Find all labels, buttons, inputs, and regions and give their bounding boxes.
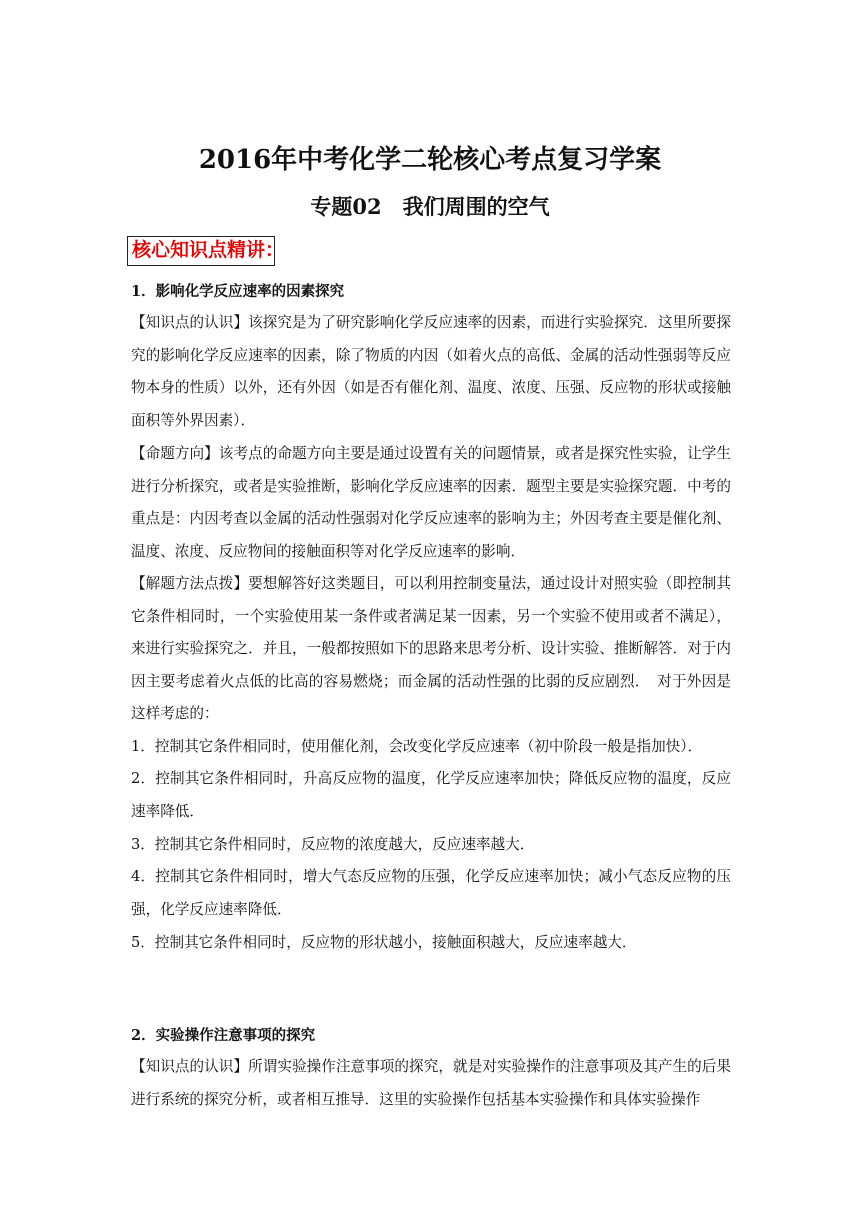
section-1-paragraph-direction: 【命题方向】该考点的命题方向主要是通过设置有关的问题情景，或者是探究性实验，让学生进行分析探究，或者是实验推断，影响化学反应速率的因素．题型主要是实验探究题．中考的重点是：内因考查以金属的活动性强弱对化学反应速率的影响为主；外因考查主要是催化剂、温度、浓度、反应物间的接触面积等对化学反应速率的影响． (131, 445, 731, 560)
list-item: 1．控制其它条件相同时，使用催化剂，会改变化学反应速率（初中阶段一般是指加快）． (131, 738, 703, 755)
section-1-paragraph-method: 【解题方法点拨】要想解答好这类题目，可以利用控制变量法，通过设计对照实验（即控制其它条件相同时，一个实验使用某一条件或者满足某一因素，另一个实验不使用或者不满足），来进行实验探究之．并且，一般都按照如下的思路来思考分析、设计实验、推断解答．对于内因主要考虑着火点低的比高的容易燃烧；而金属的活动性强的比弱的反应剧烈． 对于外因是这样考虑的： (131, 575, 731, 723)
list-item: 4．控制其它条件相同时，增大气态反应物的压强，化学反应速率加快；减小气态反应物的压强，化学反应速率降低． (131, 868, 731, 918)
document-subtitle: 专题02 我们周围的空气 (310, 194, 550, 219)
document-title: 2016年中考化学二轮核心考点复习学案 (198, 145, 662, 175)
section-label-box: 核心知识点精讲： (127, 236, 275, 266)
list-item: 5．控制其它条件相同时，反应物的形状越小，接触面积越大，反应速率越大． (131, 934, 637, 951)
list-item: 2．控制其它条件相同时，升高反应物的温度，化学反应速率加快；降低反应物的温度，反应速率降低． (131, 770, 731, 820)
section-1-paragraph-knowledge: 【知识点的认识】该探究是为了研究影响化学反应速率的因素，而进行实验探究．这里所要探究的影响化学反应速率的因素，除了物质的内因（如着火点的高低、金属的活动性强弱等反应物本身的性质）以外，还有外因（如是否有催化剂、温度、浓度、压强、反应物的形状或接触面积等外界因素）． (131, 314, 731, 429)
section-2-heading: 2．实验操作注意事项的探究 (131, 1027, 316, 1044)
list-item: 3．控制其它条件相同时，反应物的浓度越大，反应速率越大． (131, 836, 535, 853)
section-1-heading: 1．影响化学反应速率的因素探究 (131, 283, 345, 300)
section-2-paragraph-knowledge: 【知识点的认识】所谓实验操作注意事项的探究，就是对实验操作的注意事项及其产生的后果进行系统的探究分析，或者相互推导．这里的实验操作包括基本实验操作和具体实验操作 (131, 1058, 731, 1108)
